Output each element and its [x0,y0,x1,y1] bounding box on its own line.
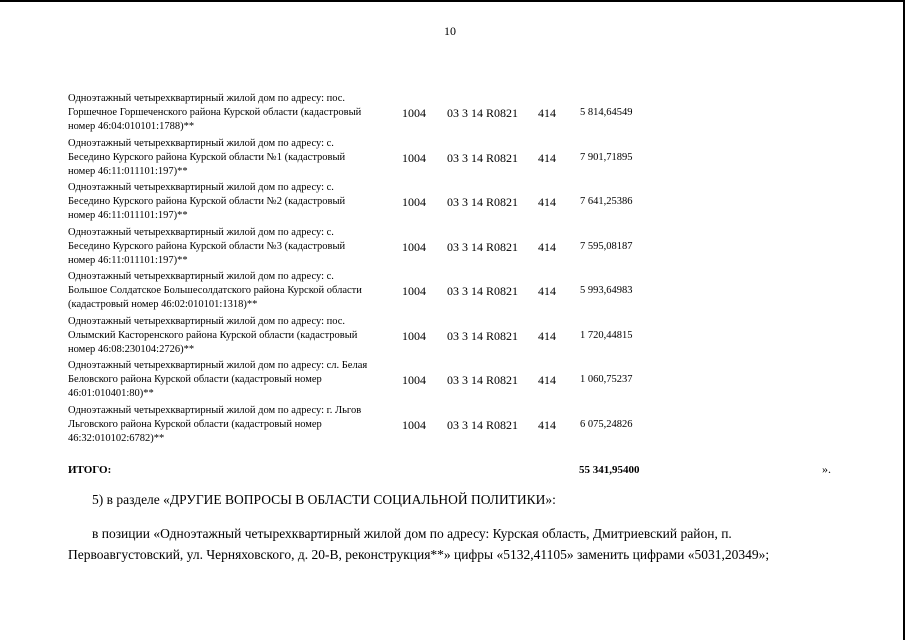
row-amount: 5 993,64983 [580,285,633,296]
page-number: 10 [444,24,456,38]
row-expense-type: 414 [538,284,556,298]
desc-line: 46:32:010102:6782)** [68,432,165,444]
desc-line: Одноэтажный четырехквартирный жилой дом по адресу: с. [68,226,334,238]
total-value: 55 341,95400 [579,464,640,476]
row-expense-type: 414 [538,373,556,387]
row-expense-type: 414 [538,328,556,343]
row-section: 1004 [402,239,426,254]
row-amount: 5 814,64549 [580,107,633,118]
desc-line: Льговского района Курской области (кадастровый номер [68,418,322,430]
desc-line: Беседино Курского района Курской области №2 (кадастровый [68,196,346,207]
desc-line: Одноэтажный четырехквартирный жилой дом по адресу: с. [68,137,334,149]
page-border-top [0,0,905,2]
row-section: 1004 [402,150,426,165]
row-section: 1004 [402,195,426,209]
table-row [68,181,768,226]
row-section: 1004 [402,417,426,432]
table-row [68,359,768,404]
table-row [68,315,768,360]
row-amount: 7 901,71895 [580,151,633,163]
row-target-article: 03 3 14 R0821 [447,417,519,432]
row-description [68,92,398,134]
desc-line: Одноэтажный четырехквартирный жилой дом по адресу: пос. [68,93,346,104]
desc-line: Беседино Курского района Курской области №3 (кадастровый [68,240,346,252]
row-description [68,270,398,312]
amendment-paragraph: в позиции «Одноэтажный четырехквартирный жилой дом по адресу: Курская область, Дмитриевский район, п. Первоавгустовский, ул. Черняховского, д. 20-В, реконструкция**» цифры «5132,41105» заменить цифрами «5031,20349»; [68,526,770,562]
table-row [68,92,768,137]
row-description [68,404,398,446]
desc-line: Одноэтажный четырехквартирный жилой дом по адресу: сл. Белая [68,360,368,371]
row-description [68,137,398,179]
row-target-article: 03 3 14 R0821 [447,239,519,254]
desc-line: Беловского района Курской области (кадастровый номер [68,374,322,385]
row-expense-type: 414 [538,239,556,254]
row-description [68,181,398,223]
desc-line: Большое Солдатское Большесолдатского района Курской области [68,285,362,296]
desc-line: номер 46:08:230104:2726)** [68,343,195,355]
desc-line: номер 46:11:011101:197)** [68,210,188,221]
closing-quote: ». [822,462,831,476]
row-amount: 1 060,75237 [580,374,633,385]
row-section: 1004 [402,106,426,120]
row-target-article: 03 3 14 R0821 [447,106,519,120]
desc-line: Одноэтажный четырехквартирный жилой дом по адресу: пос. [68,315,346,327]
table-row [68,226,768,271]
row-target-article: 03 3 14 R0821 [447,195,519,209]
row-description [68,315,398,357]
desc-line: Одноэтажный четырехквартирный жилой дом по адресу: г. Льгов [68,404,362,416]
budget-table [68,92,768,448]
desc-line: Олымский Касторенского района Курской области (кадастровый [68,329,358,341]
row-expense-type: 414 [538,106,556,120]
row-target-article: 03 3 14 R0821 [447,150,519,165]
row-expense-type: 414 [538,417,556,432]
row-target-article: 03 3 14 R0821 [447,284,519,298]
row-expense-type: 414 [538,150,556,165]
row-section: 1004 [402,328,426,343]
table-row [68,404,768,449]
desc-line: (кадастровый номер 46:02:010101:1318)** [68,299,258,310]
desc-line: Одноэтажный четырехквартирный жилой дом по адресу: с. [68,271,334,282]
row-section: 1004 [402,284,426,298]
desc-line: номер 46:11:011101:197)** [68,165,188,177]
row-amount: 1 720,44815 [580,329,633,341]
desc-line: Беседино Курского района Курской области №1 (кадастровый [68,151,346,163]
desc-line: номер 46:04:010101:1788)** [68,121,195,132]
section-heading-paragraph: 5) в разделе «ДРУГИЕ ВОПРОСЫ В ОБЛАСТИ СОЦИАЛЬНОЙ ПОЛИТИКИ»: [92,492,556,507]
row-amount: 6 075,24826 [580,418,633,430]
desc-line: Горшечное Горшеченского района Курской области (кадастровый [68,107,362,118]
row-expense-type: 414 [538,195,556,209]
total-label: ИТОГО: [68,464,112,476]
desc-line: Одноэтажный четырехквартирный жилой дом по адресу: с. [68,182,334,193]
row-section: 1004 [402,373,426,387]
row-description [68,226,398,268]
row-amount: 7 595,08187 [580,240,633,252]
row-target-article: 03 3 14 R0821 [447,373,519,387]
desc-line: 46:01:010401:80)** [68,388,154,399]
table-row [68,270,768,315]
row-description [68,359,398,401]
desc-line: номер 46:11:011101:197)** [68,254,188,266]
row-target-article: 03 3 14 R0821 [447,328,519,343]
row-amount: 7 641,25386 [580,196,633,207]
table-row [68,137,768,182]
